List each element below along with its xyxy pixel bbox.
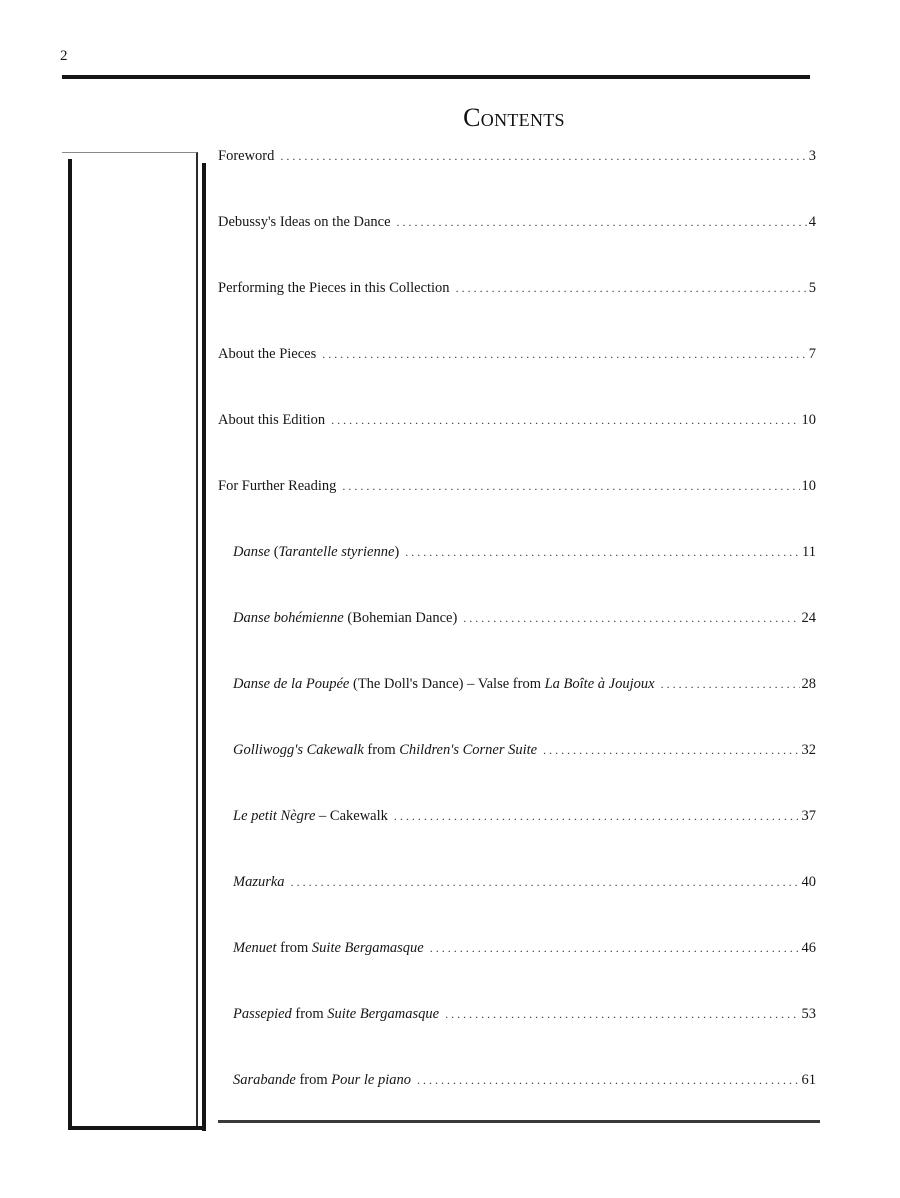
toc-entry — [233, 1069, 816, 1091]
toc-title-italic-part: Danse bohémienne — [233, 610, 344, 626]
page-title: Contents — [463, 103, 565, 132]
dot-leader — [322, 343, 806, 365]
toc-title-part: About this Edition — [218, 412, 326, 428]
toc-page-number: 10 — [801, 412, 816, 428]
toc-page-number: 46 — [801, 940, 816, 956]
dot-leader — [397, 211, 807, 233]
toc-page-number: 53 — [801, 1006, 816, 1022]
dot-leader — [331, 409, 799, 431]
toc-title-italic-part: Pour le piano — [331, 1072, 412, 1088]
toc-entry — [218, 211, 816, 233]
side-box-shadow-left — [68, 159, 72, 1129]
page-number: 2 — [60, 48, 68, 64]
toc-entry — [233, 871, 816, 893]
toc-title-italic-part: Suite Bergamasque — [327, 1006, 440, 1022]
toc-entry — [233, 1003, 816, 1025]
toc-entry-title — [218, 145, 280, 167]
toc-title-part: from — [363, 742, 400, 758]
toc-entry — [233, 673, 816, 695]
toc-title-italic-part: Danse de la Poupée — [233, 676, 350, 692]
toc-entry-title — [233, 541, 405, 563]
toc-entry-title — [233, 1003, 445, 1025]
dot-leader — [463, 607, 799, 629]
toc-entry — [233, 607, 816, 629]
toc-title-part: (The Doll's Dance) – Valse from — [349, 676, 545, 692]
toc-entry-title — [233, 739, 543, 761]
toc-title-italic-part: Mazurka — [233, 874, 285, 890]
toc-title-italic-part: Sarabande — [233, 1072, 296, 1088]
toc-entry-title — [218, 277, 456, 299]
toc-page-number: 3 — [808, 148, 816, 164]
toc-page-number: 24 — [801, 610, 816, 626]
toc-page-number: 32 — [801, 742, 816, 758]
dot-leader — [394, 805, 800, 827]
toc-page-number: 37 — [801, 808, 816, 824]
toc-entry-title — [218, 343, 322, 365]
dot-leader — [445, 1003, 799, 1025]
toc-title-italic-part: Children's Corner Suite — [399, 742, 538, 758]
toc-page-number: 11 — [802, 544, 816, 560]
toc-page-number: 10 — [801, 478, 816, 494]
toc-entry-title — [233, 937, 430, 959]
toc-title-italic-part: Passepied — [233, 1006, 292, 1022]
toc-title-italic-part: Suite Bergamasque — [311, 940, 424, 956]
toc-entry — [233, 805, 816, 827]
toc-entry — [218, 475, 816, 497]
toc-title-part: ( — [270, 544, 279, 560]
toc-title-part: (Bohemian Dance) — [343, 610, 458, 626]
side-box — [62, 152, 198, 1128]
toc-title-part: Foreword — [218, 148, 275, 164]
toc-page-number: 40 — [801, 874, 816, 890]
dot-leader — [417, 1069, 799, 1091]
toc-title-part: About the Pieces — [218, 346, 317, 362]
toc-entry — [218, 145, 816, 167]
toc-title-italic-part: Tarantelle styrienne — [278, 544, 395, 560]
toc-entry-title — [233, 805, 394, 827]
toc-entry-title — [233, 607, 463, 629]
toc-entry — [233, 937, 816, 959]
toc-title-part: Performing the Pieces in this Collection — [218, 280, 450, 296]
dot-leader — [291, 871, 800, 893]
top-rule — [62, 75, 810, 79]
toc-entry-title — [233, 1069, 417, 1091]
toc-title-italic-part: Menuet — [233, 940, 277, 956]
toc-title-part: For Further Reading — [218, 478, 337, 494]
toc-entry-title — [218, 211, 397, 233]
bottom-rule — [218, 1120, 820, 1123]
side-box-shadow-bottom — [68, 1126, 202, 1130]
toc-title-part: – Cakewalk — [315, 808, 388, 824]
dot-leader — [430, 937, 800, 959]
toc-title-italic-part: La Boîte à Joujoux — [544, 676, 655, 692]
toc-entry-title — [233, 673, 661, 695]
toc-entry-title — [233, 871, 291, 893]
dot-leader — [342, 475, 799, 497]
dot-leader — [405, 541, 800, 563]
toc-title-italic-part: Danse — [233, 544, 271, 560]
dot-leader — [661, 673, 800, 695]
side-box-shadow-right — [202, 163, 206, 1131]
dot-leader — [456, 277, 807, 299]
toc-title-part: from — [276, 940, 312, 956]
toc-page-number: 4 — [808, 214, 816, 230]
toc-entry-title — [218, 409, 331, 431]
toc-page-number: 7 — [808, 346, 816, 362]
toc-entry — [233, 739, 816, 761]
toc-entry — [233, 541, 816, 563]
toc-title-part: Debussy's Ideas on the Dance — [218, 214, 391, 230]
toc-title-part: from — [291, 1006, 328, 1022]
dot-leader — [543, 739, 799, 761]
toc-title-part: ) — [394, 544, 400, 560]
toc-entry — [218, 277, 816, 299]
toc-title-italic-part: Le petit Nègre — [233, 808, 316, 824]
toc-page-number: 28 — [801, 676, 816, 692]
toc-page-number: 61 — [801, 1072, 816, 1088]
toc-entry-title — [218, 475, 342, 497]
toc-entry — [218, 343, 816, 365]
dot-leader — [280, 145, 806, 167]
toc-page-number: 5 — [808, 280, 816, 296]
toc-entry — [218, 409, 816, 431]
toc-title-italic-part: Golliwogg's Cakewalk — [233, 742, 364, 758]
toc-title-part: from — [295, 1072, 332, 1088]
